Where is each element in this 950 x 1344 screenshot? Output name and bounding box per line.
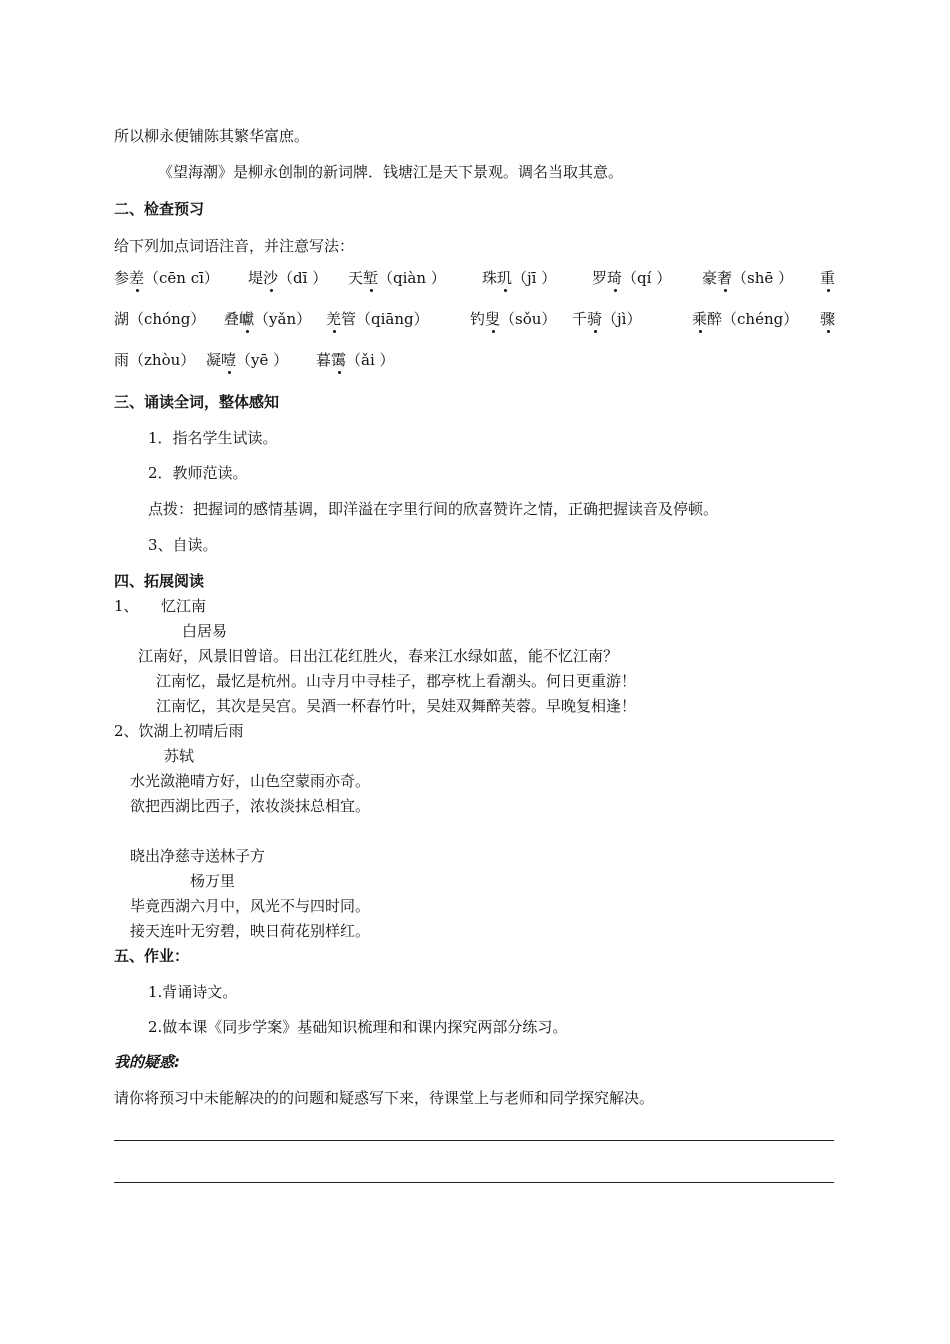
poem-3-line-2: 接天连叶无穷碧，映日荷花别样红。 bbox=[130, 922, 371, 940]
pinyin-row-1 bbox=[114, 267, 836, 289]
section-3-item-2: 2．教师范读。 bbox=[148, 464, 248, 482]
poem-1-title: 1、 忆江南 bbox=[114, 597, 207, 615]
pinyin-row-3 bbox=[114, 349, 836, 371]
pinyin-item: 乘醉（chéng） bbox=[692, 310, 799, 328]
pinyin-item: 天堑（qiàn ） bbox=[348, 269, 446, 287]
pinyin-item: 暮霭（ǎi ） bbox=[316, 351, 395, 369]
section-4-heading: 四、拓展阅读 bbox=[114, 572, 205, 590]
section-5-item-1: 1.背诵诗文。 bbox=[148, 983, 238, 1001]
section-2-heading: 二、检查预习 bbox=[114, 200, 205, 218]
section-5-heading: 五、作业： bbox=[114, 947, 190, 965]
pinyin-item: 叠巘（yǎn） bbox=[224, 310, 312, 328]
poem-3-author: 杨万里 bbox=[190, 872, 236, 890]
section-2-instruction: 给下列加点词语注音，并注意写法： bbox=[114, 237, 355, 255]
pinyin-item: 豪奢（shē ） bbox=[702, 269, 794, 287]
pinyin-item: 珠玑（jī ） bbox=[482, 269, 557, 287]
poem-2-title: 2、饮湖上初晴后雨 bbox=[114, 722, 244, 740]
section-3-heading: 三、诵读全词，整体感知 bbox=[114, 393, 280, 411]
poem-2-line-2: 欲把西湖比西子，浓妆淡抹总相宜。 bbox=[130, 797, 371, 815]
poem-2-line-1: 水光潋滟晴方好，山色空蒙雨亦奇。 bbox=[130, 772, 371, 790]
poem-2-author: 苏轼 bbox=[164, 747, 195, 765]
doubts-instruction: 请你将预习中未能解决的的问题和疑惑写下来，待课堂上与老师和同学探究解决。 bbox=[114, 1089, 655, 1107]
section-5-item-2: 2.做本课《同步学案》基础知识梳理和和课内探究两部分练习。 bbox=[148, 1018, 568, 1036]
poem-1-line-1: 江南好，风景旧曾谙。日出江花红胜火，春来江水绿如蓝，能不忆江南？ bbox=[138, 647, 619, 665]
intro-paragraph-2: 《望海潮》是柳永创制的新词牌．钱塘江是天下景观。调名当取其意。 bbox=[158, 163, 624, 181]
pinyin-item: 钓叟（sǒu） bbox=[470, 310, 557, 328]
doubts-heading: 我的疑惑: bbox=[114, 1053, 180, 1071]
pinyin-item: 羌管（qiāng） bbox=[326, 310, 429, 328]
pinyin-item: 堤沙（dī ） bbox=[248, 269, 328, 287]
section-3-hint: 点拨：把握词的感情基调，即洋溢在字里行间的欣喜赞许之情，正确把握读音及停顿。 bbox=[148, 500, 719, 518]
intro-paragraph-1: 所以柳永便铺陈其繁华富庶。 bbox=[114, 127, 310, 145]
poem-1-author: 白居易 bbox=[182, 622, 228, 640]
answer-line-1 bbox=[114, 1140, 834, 1141]
section-3-item-3: 3、自读。 bbox=[148, 536, 218, 554]
pinyin-item: 千骑（jì） bbox=[572, 310, 642, 328]
pinyin-row-2 bbox=[114, 308, 836, 330]
pinyin-item: 凝噎（yē ） bbox=[206, 351, 289, 369]
pinyin-item: 重 bbox=[820, 269, 836, 287]
section-3-item-1: 1．指名学生试读。 bbox=[148, 429, 278, 447]
pinyin-item: 参差（cēn cī） bbox=[114, 269, 219, 287]
pinyin-item: 湖（chóng） bbox=[114, 310, 206, 328]
poem-3-line-1: 毕竟西湖六月中，风光不与四时同。 bbox=[130, 897, 371, 915]
poem-1-line-3: 江南忆，其次是吴宫。吴酒一杯春竹叶，吴娃双舞醉芙蓉。早晚复相逢！ bbox=[156, 697, 637, 715]
pinyin-item: 骤 bbox=[820, 310, 836, 328]
answer-line-2 bbox=[114, 1182, 834, 1183]
poem-1-line-2: 江南忆，最忆是杭州。山寺月中寻桂子，郡亭枕上看潮头。何日更重游！ bbox=[156, 672, 637, 690]
pinyin-item: 罗琦（qí ） bbox=[592, 269, 672, 287]
pinyin-item: 雨（zhòu） bbox=[114, 351, 196, 369]
poem-3-title: 晓出净慈寺送林子方 bbox=[130, 847, 266, 865]
